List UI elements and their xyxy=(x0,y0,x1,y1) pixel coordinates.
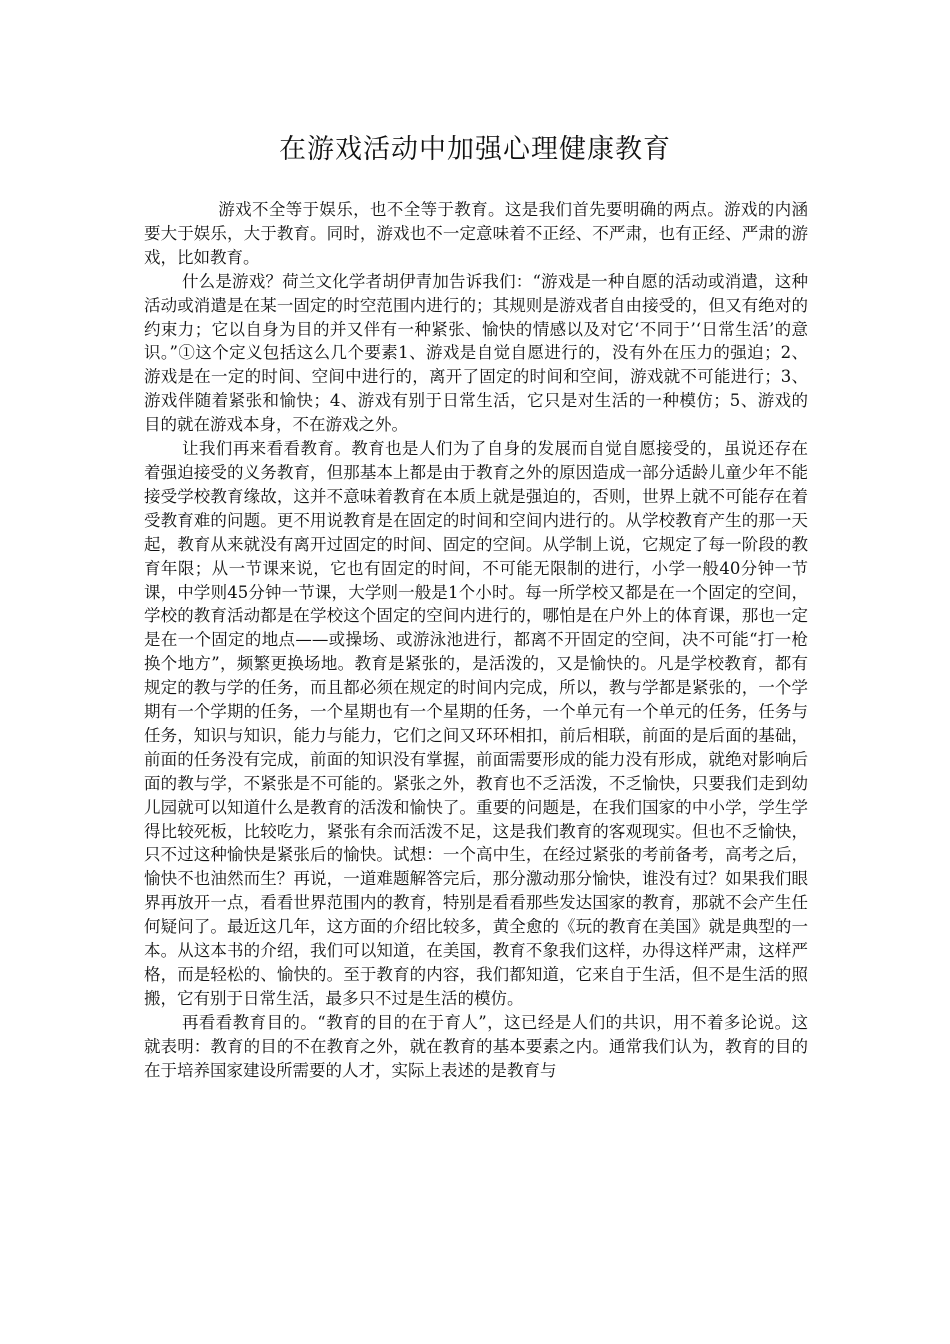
paragraph: 让我们再来看看教育。教育也是人们为了自身的发展而自觉自愿接受的，虽说还存在着强迫接受的义务教育，但那基本上都是由于教育之外的原因造成一部分适龄儿童少年不能接受学校教育缘故，这并不意味着教育在本质上就是强迫的，否则，世界上就不可能存在着受教育难的问题。更不用说教育是在固定的时间和空间内进行的。从学校教育产生的那一天起，教育从来就没有离开过固定的时间、固定的空间。从学制上说，它规定了每一阶段的教育年限；从一节课来说，它也有固定的时间，不可能无限制的进行，小学一般40分钟一节课，中学则45分钟一节课，大学则一般是1个小时。每一所学校又都是在一个固定的空间，学校的教育活动都是在学校这个固定的空间内进行的，哪怕是在户外上的体育课，那也一定是在一个固定的地点——或操场、或游泳池进行，都离不开固定的空间，决不可能“打一枪换个地方”，频繁更换场地。教育是紧张的，是活泼的，又是愉快的。凡是学校教育，都有规定的教与学的任务，而且都必须在规定的时间内完成，所以，教与学都是紧张的，一个学期有一个学期的任务，一个星期也有一个星期的任务，一个单元有一个单元的任务，任务与任务，知识与知识，能力与能力，它们之间又环环相扣，前后相联，前面的是后面的基础，前面的任务没有完成，前面的知识没有掌握，前面需要形成的能力没有形成，就绝对影响后面的教与学，不紧张是不可能的。紧张之外，教育也不乏活泼，不乏愉快，只要我们走到幼儿园就可以知道什么是教育的活泼和愉快了。重要的问题是，在我们国家的中小学，学生学得比较死板，比较吃力，紧张有余而活泼不足，这是我们教育的客观现实。但也不乏愉快，只不过这种愉快是紧张后的愉快。试想：一个高中生，在经过紧张的考前备考，高考之后，愉快不也油然而生？再说，一道难题解答完后，那分激动那分愉快，谁没有过？如果我们眼界再放开一点，看看世界范围内的教育，特别是看看那些发达国家的教育，那就不会产生任何疑问了。最近这几年，这方面的介绍比较多，黄全愈的《玩的教育在美国》就是典型的一本。从这本书的介绍，我们可以知道，在美国，教育不象我们这样，办得这样严肃，这样严格，而是轻松的、愉快的。至于教育的内容，我们都知道，它来自于生活，但不是生活的照搬，它有别于日常生活，最多只不过是生活的模仿。 xyxy=(144,439,808,1008)
paragraph: 什么是游戏？荷兰文化学者胡伊青加告诉我们：“游戏是一种自愿的活动或消遣，这种活动或消遣是在某一固定的时空范围内进行的；其规则是游戏者自由接受的，但又有绝对的约束力；它以自身为目的并又伴有一种紧张、愉快的情感以及对它‘不同于’‘日常生活’的意识。”①这个定义包括这么几个要素1、游戏是自觉自愿进行的，没有外在压力的强迫；2、游戏是在一定的时间、空间中进行的，离开了固定的时间和空间，游戏就不可能进行；3、游戏伴随着紧张和愉快；4、游戏有别于日常生活，它只是对生活的一种模仿；5、游戏的目的就在游戏本身，不在游戏之外。 xyxy=(144,271,808,435)
document-body xyxy=(144,198,808,1083)
paragraph: 游戏不全等于娱乐，也不全等于教育。这是我们首先要明确的两点。游戏的内涵要大于娱乐，大于教育。同时，游戏也不一定意味着不正经、不严肃，也有正经、严肃的游戏，比如教育。 xyxy=(144,200,808,267)
document-title: 在游戏活动中加强心理健康教育 xyxy=(279,134,671,165)
paragraph: 再看看教育目的。“教育的目的在于育人”，这已经是人们的共识，用不着多论说。这就表明：教育的目的不在教育之外，就在教育的基本要素之内。通常我们认为，教育的目的在于培养国家建设所需要的人才，实际上表述的是教育与 xyxy=(144,1012,808,1080)
